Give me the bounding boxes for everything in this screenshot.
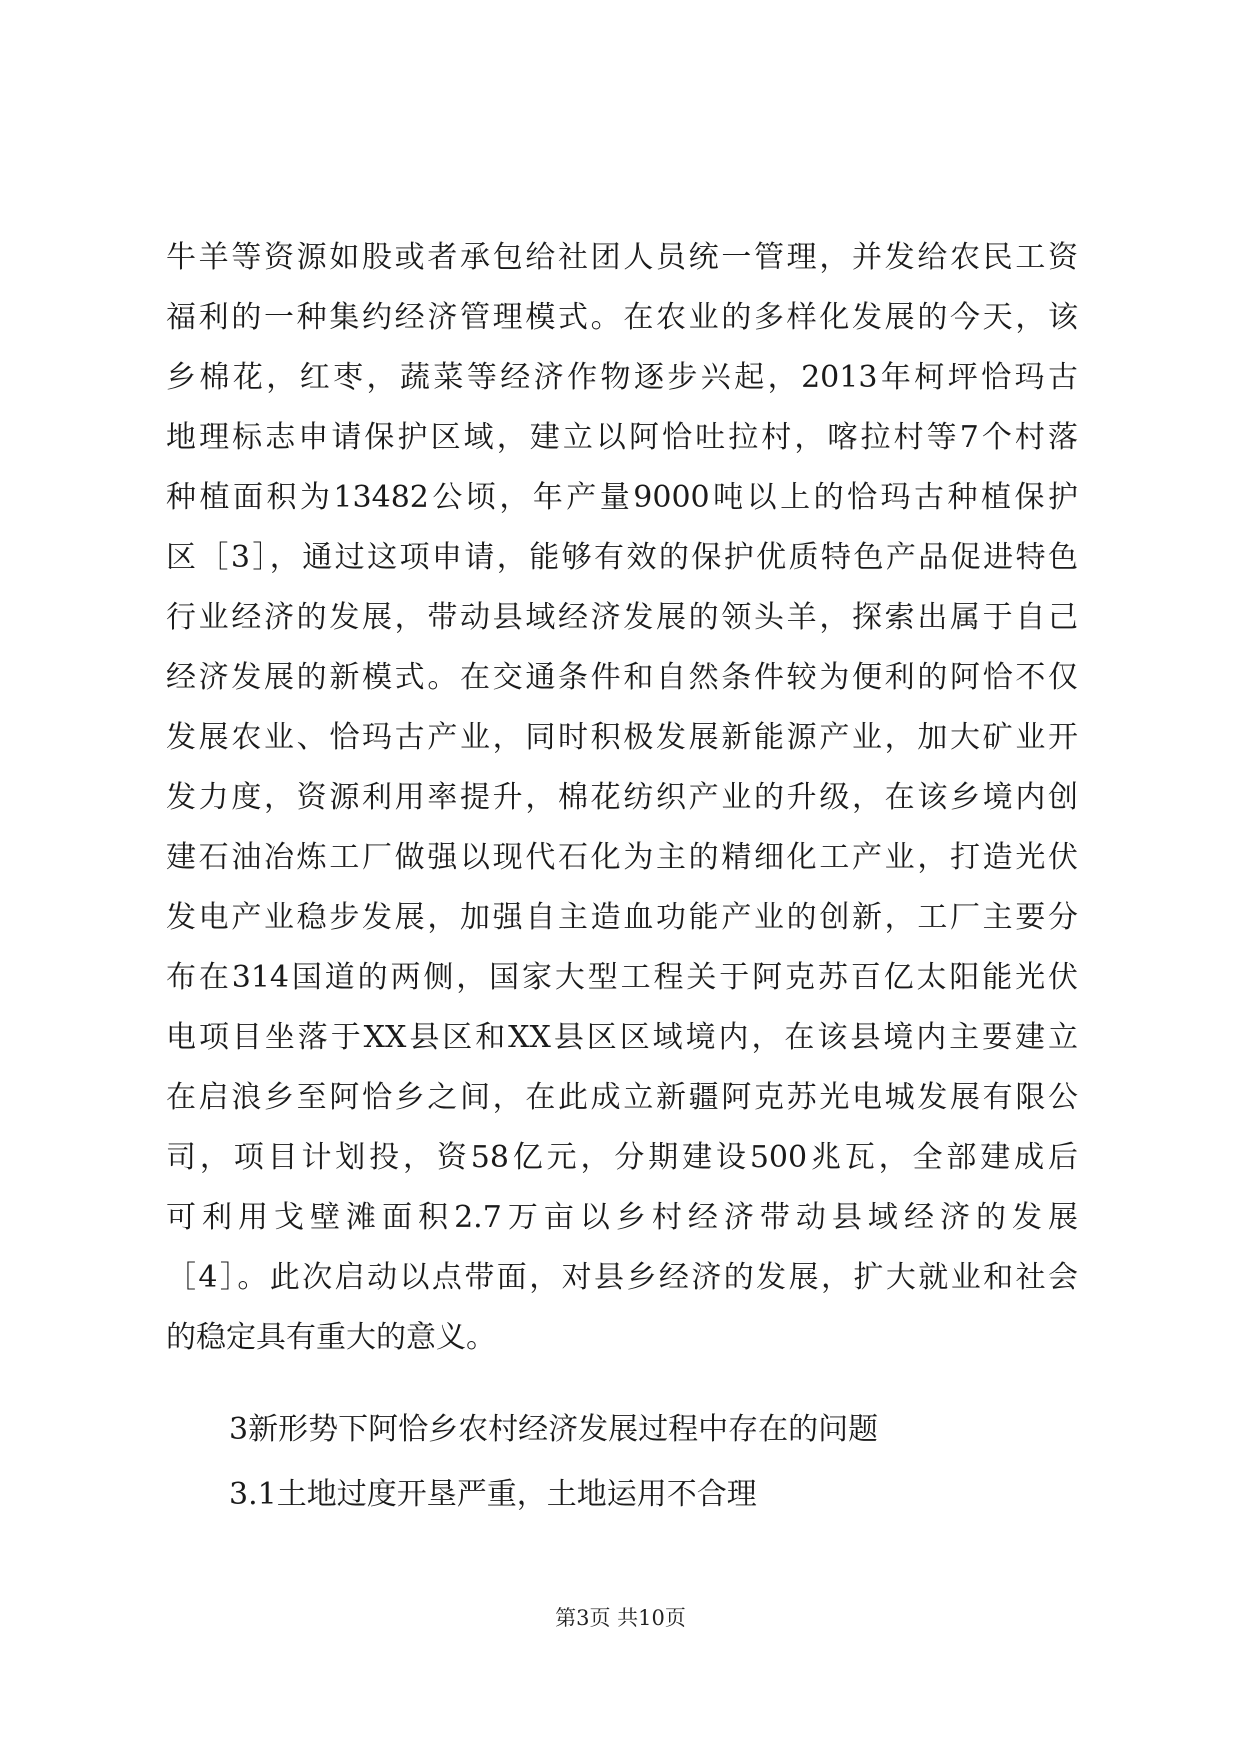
paragraph-line: 电项目坐落于XX县区和XX县区区域境内，在该县境内主要建立 (166, 1020, 1078, 1055)
paragraph-line: 地理标志申请保护区域，建立以阿恰吐拉村，喀拉村等7个村落 (166, 420, 1078, 455)
paragraph-line: 可利用戈壁滩面积2.7万亩以乡村经济带动县域经济的发展 (166, 1200, 1078, 1235)
paragraph-line: 发力度，资源利用率提升，棉花纺织产业的升级，在该乡境内创 (166, 780, 1078, 815)
paragraph-line: 建石油冶炼工厂做强以现代石化为主的精细化工产业，打造光伏 (166, 840, 1078, 875)
paragraph-line: 福利的一种集约经济管理模式。在农业的多样化发展的今天，该 (166, 300, 1078, 335)
paragraph-line: 在启浪乡至阿恰乡之间，在此成立新疆阿克苏光电城发展有限公 (166, 1080, 1078, 1115)
paragraph-line: 的稳定具有重大的意义。 (166, 1320, 496, 1355)
paragraph-line: 经济发展的新模式。在交通条件和自然条件较为便利的阿恰不仅 (166, 660, 1078, 695)
paragraph-line: 行业经济的发展，带动县域经济发展的领头羊，探索出属于自己 (166, 600, 1078, 635)
subsection-heading: 3.1土地过度开垦严重，土地运用不合理 (229, 1477, 757, 1512)
body-paragraph (166, 228, 1078, 1368)
paragraph-line: ［4］。此次启动以点带面，对县乡经济的发展，扩大就业和社会 (166, 1260, 1078, 1295)
paragraph-line: 乡棉花，红枣，蔬菜等经济作物逐步兴起，2013年柯坪恰玛古 (166, 360, 1078, 395)
paragraph-line: 司，项目计划投，资58亿元，分期建设500兆瓦，全部建成后 (166, 1140, 1078, 1175)
paragraph-line: 发电产业稳步发展，加强自主造血功能产业的创新，工厂主要分 (166, 900, 1078, 935)
paragraph-line: 布在314国道的两侧，国家大型工程关于阿克苏百亿太阳能光伏 (166, 960, 1078, 995)
page-number: 第3页 共10页 (555, 1606, 686, 1630)
paragraph-line: 发展农业、恰玛古产业，同时积极发展新能源产业，加大矿业开 (166, 720, 1078, 755)
section-heading: 3新形势下阿恰乡农村经济发展过程中存在的问题 (229, 1412, 879, 1447)
paragraph-line: 牛羊等资源如股或者承包给社团人员统一管理，并发给农民工资 (166, 240, 1078, 275)
paragraph-line: 区［3］，通过这项申请，能够有效的保护优质特色产品促进特色 (166, 540, 1078, 575)
paragraph-line: 种植面积为13482公顷，年产量9000吨以上的恰玛古种植保护 (166, 480, 1078, 515)
